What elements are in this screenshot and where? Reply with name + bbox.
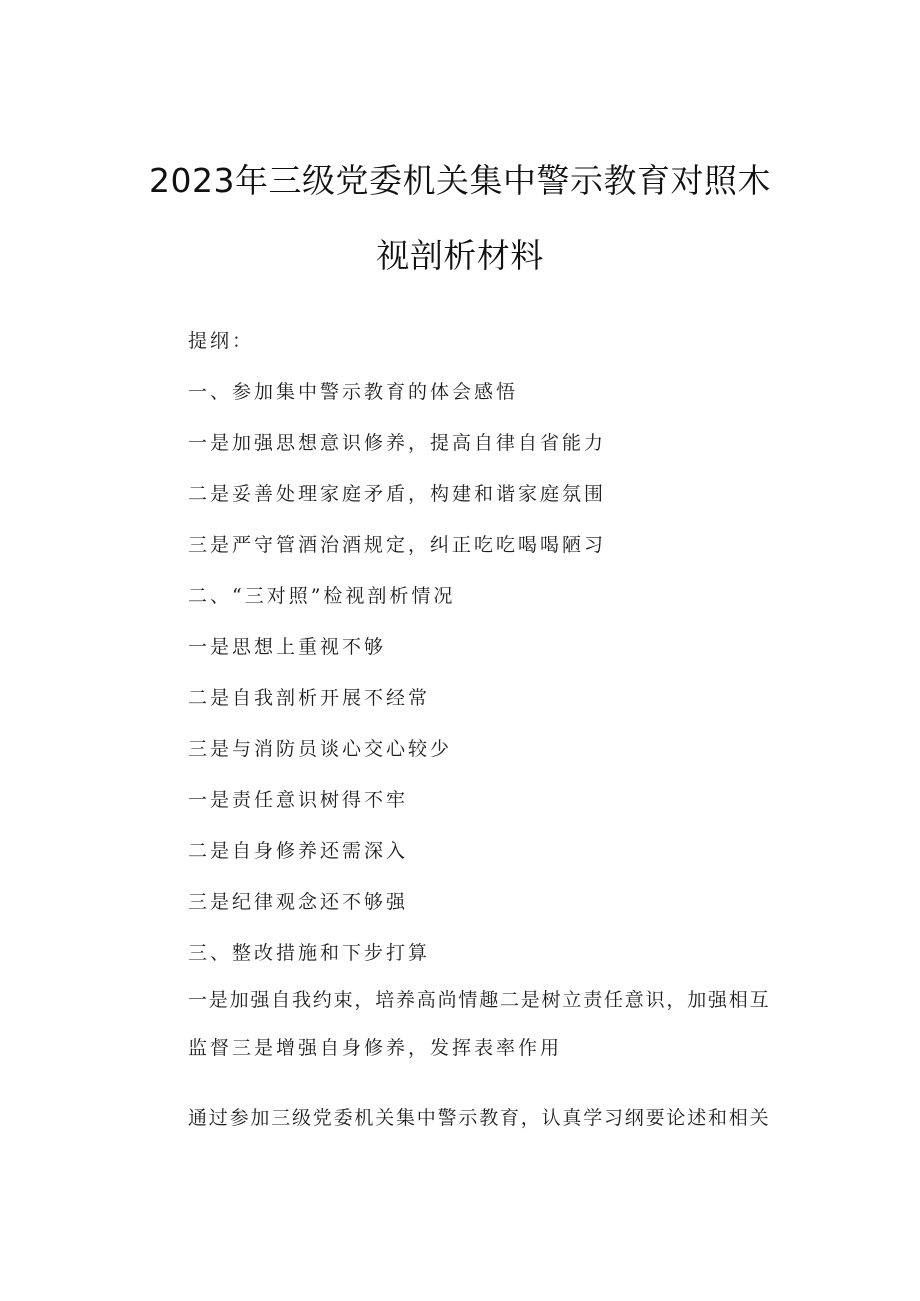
section-2-item: 二是自身修养还需深入 bbox=[188, 840, 409, 862]
section-3-item: 一是加强自我约束，培养高尚情趣二是树立责任意识，加强相互 bbox=[188, 989, 771, 1011]
section-1-item: 二是妥善处理家庭矛盾，构建和谐家庭氛围 bbox=[188, 483, 607, 505]
section-2-heading: 二、“三对照”检视剖析情况 bbox=[188, 585, 456, 607]
section-2-item: 一是责任意识树得不牢 bbox=[188, 789, 409, 811]
section-1-item: 三是严守管酒治酒规定，纠正吃吃喝喝陋习 bbox=[188, 534, 607, 556]
section-2-item: 一是思想上重视不够 bbox=[188, 636, 387, 658]
section-2-item: 二是自我剖析开展不经常 bbox=[188, 687, 431, 709]
section-3-item: 监督三是增强自身修养，发挥表率作用 bbox=[188, 1037, 563, 1059]
section-3-heading: 三、整改措施和下步打算 bbox=[188, 942, 431, 964]
section-1-item: 一是加强思想意识修养，提高自律自省能力 bbox=[188, 432, 607, 454]
outline-label: 提纲： bbox=[188, 330, 255, 352]
body-paragraph: 通过参加三级党委机关集中警示教育，认真学习纲要论述和相关 bbox=[188, 1107, 771, 1129]
document-title-line-2: 视剖析材料 bbox=[376, 236, 544, 275]
section-2-item: 三是与消防员谈心交心较少 bbox=[188, 738, 453, 760]
section-1-heading: 一、参加集中警示教育的体会感悟 bbox=[188, 381, 519, 403]
section-2-item: 三是纪律观念还不够强 bbox=[188, 891, 409, 913]
document-title-line-1: 2023年三级党委机关集中警示教育对照木 bbox=[149, 161, 771, 200]
